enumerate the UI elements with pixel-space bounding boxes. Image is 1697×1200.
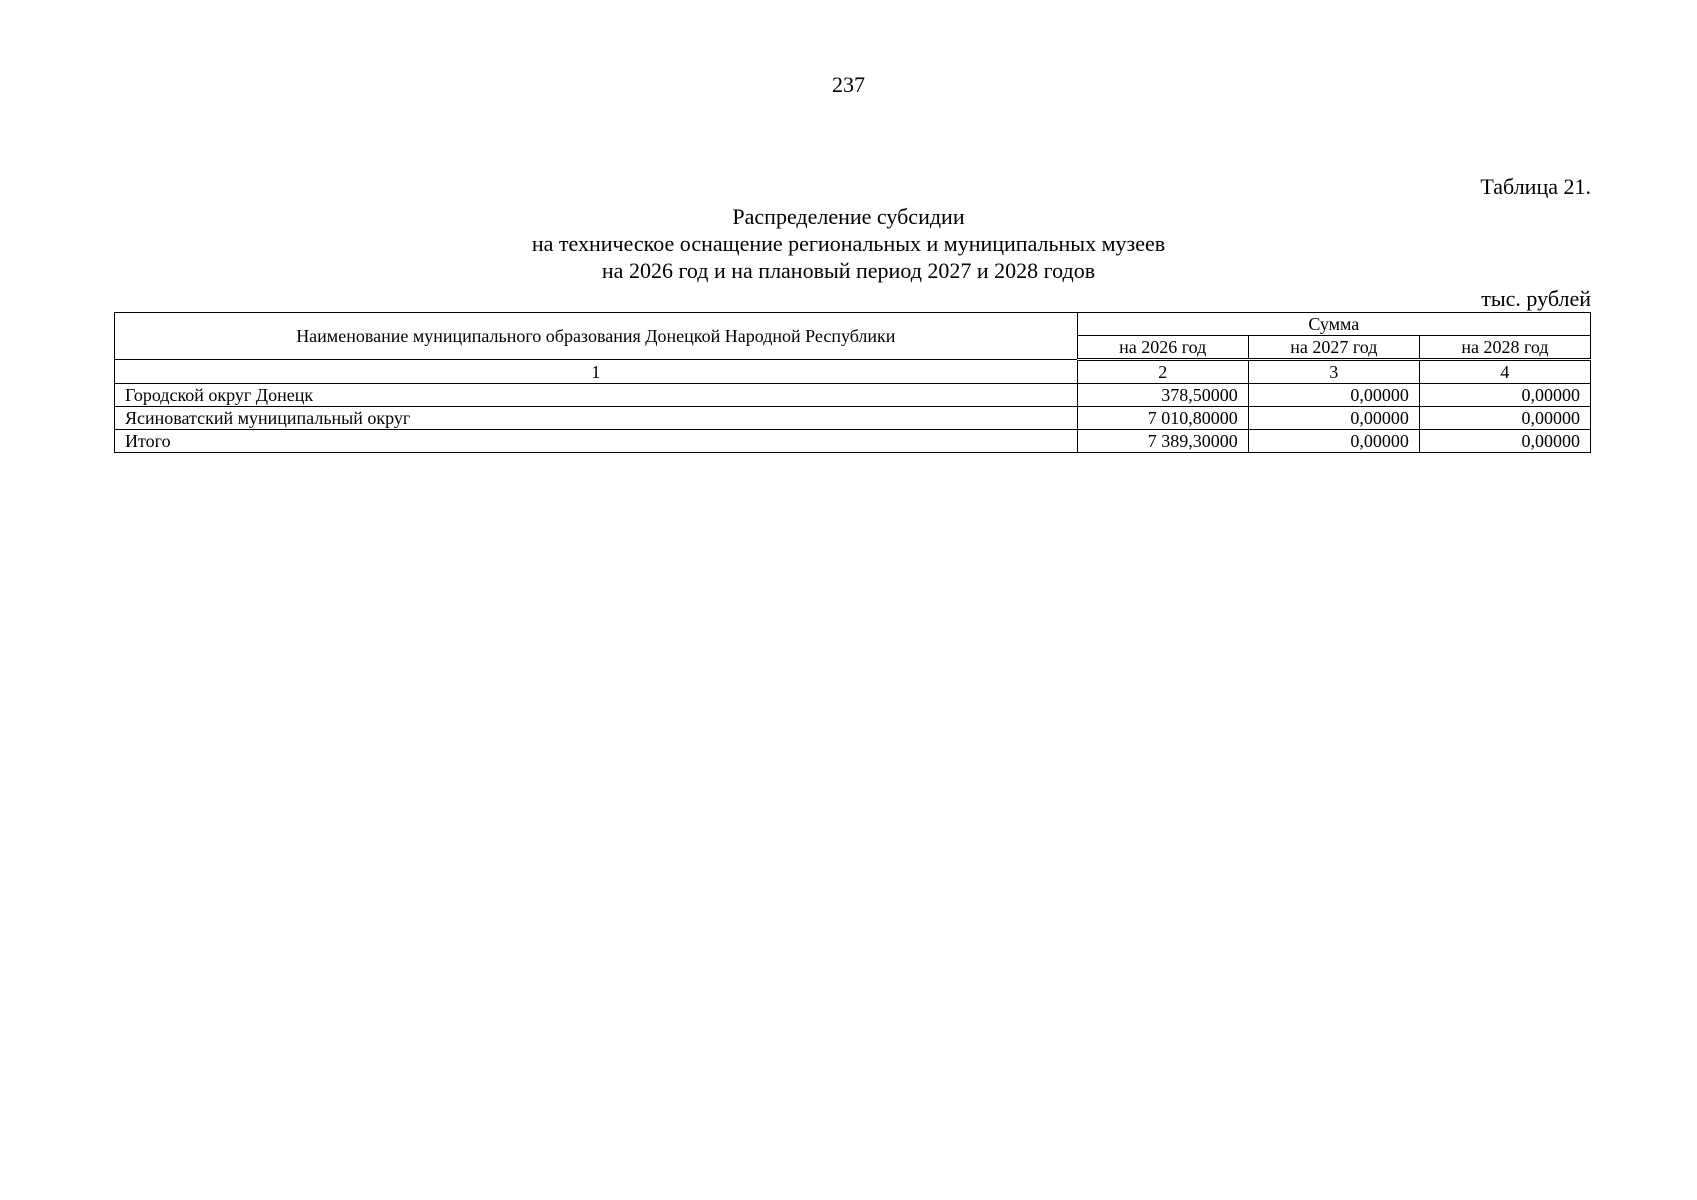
column-number: 2: [1077, 360, 1248, 384]
subsidy-table: [114, 312, 1591, 453]
header-year-2028: на 2028 год: [1419, 336, 1590, 360]
header-sum: Сумма: [1077, 313, 1590, 336]
column-number: 1: [115, 360, 1078, 384]
municipality-name: Ясиноватский муниципальный округ: [115, 407, 1078, 430]
table-row: [115, 407, 1591, 430]
table-label: Таблица 21.: [1480, 174, 1591, 199]
table-row: [115, 384, 1591, 407]
total-2028: 0,00000: [1419, 430, 1590, 453]
header-name: Наименование муниципального образования Донецкой Народной Республики: [115, 313, 1078, 360]
value-2026: 378,50000: [1077, 384, 1248, 407]
total-2026: 7 389,30000: [1077, 430, 1248, 453]
column-number: 4: [1419, 360, 1590, 384]
header-year-2027: на 2027 год: [1248, 336, 1419, 360]
title-line-2: на техническое оснащение региональных и муниципальных музеев: [531, 231, 1166, 256]
header-row-top: [115, 313, 1591, 336]
title-line-3: на 2026 год и на плановый период 2027 и 2028 годов: [601, 258, 1096, 283]
title-line-1: Распределение субсидии: [732, 204, 965, 229]
municipality-name: Городской округ Донецк: [115, 384, 1078, 407]
column-numbers-row: [115, 360, 1591, 384]
header-year-2026: на 2026 год: [1077, 336, 1248, 360]
total-label: Итого: [115, 430, 1078, 453]
value-2028: 0,00000: [1419, 407, 1590, 430]
total-row: [115, 430, 1591, 453]
value-2026: 7 010,80000: [1077, 407, 1248, 430]
value-2027: 0,00000: [1248, 407, 1419, 430]
total-2027: 0,00000: [1248, 430, 1419, 453]
page-number: 237: [832, 72, 865, 97]
document-title: [0, 203, 1697, 284]
column-number: 3: [1248, 360, 1419, 384]
subsidy-table-container: [114, 312, 1591, 453]
value-2028: 0,00000: [1419, 384, 1590, 407]
units-label: тыс. рублей: [1481, 286, 1591, 311]
value-2027: 0,00000: [1248, 384, 1419, 407]
